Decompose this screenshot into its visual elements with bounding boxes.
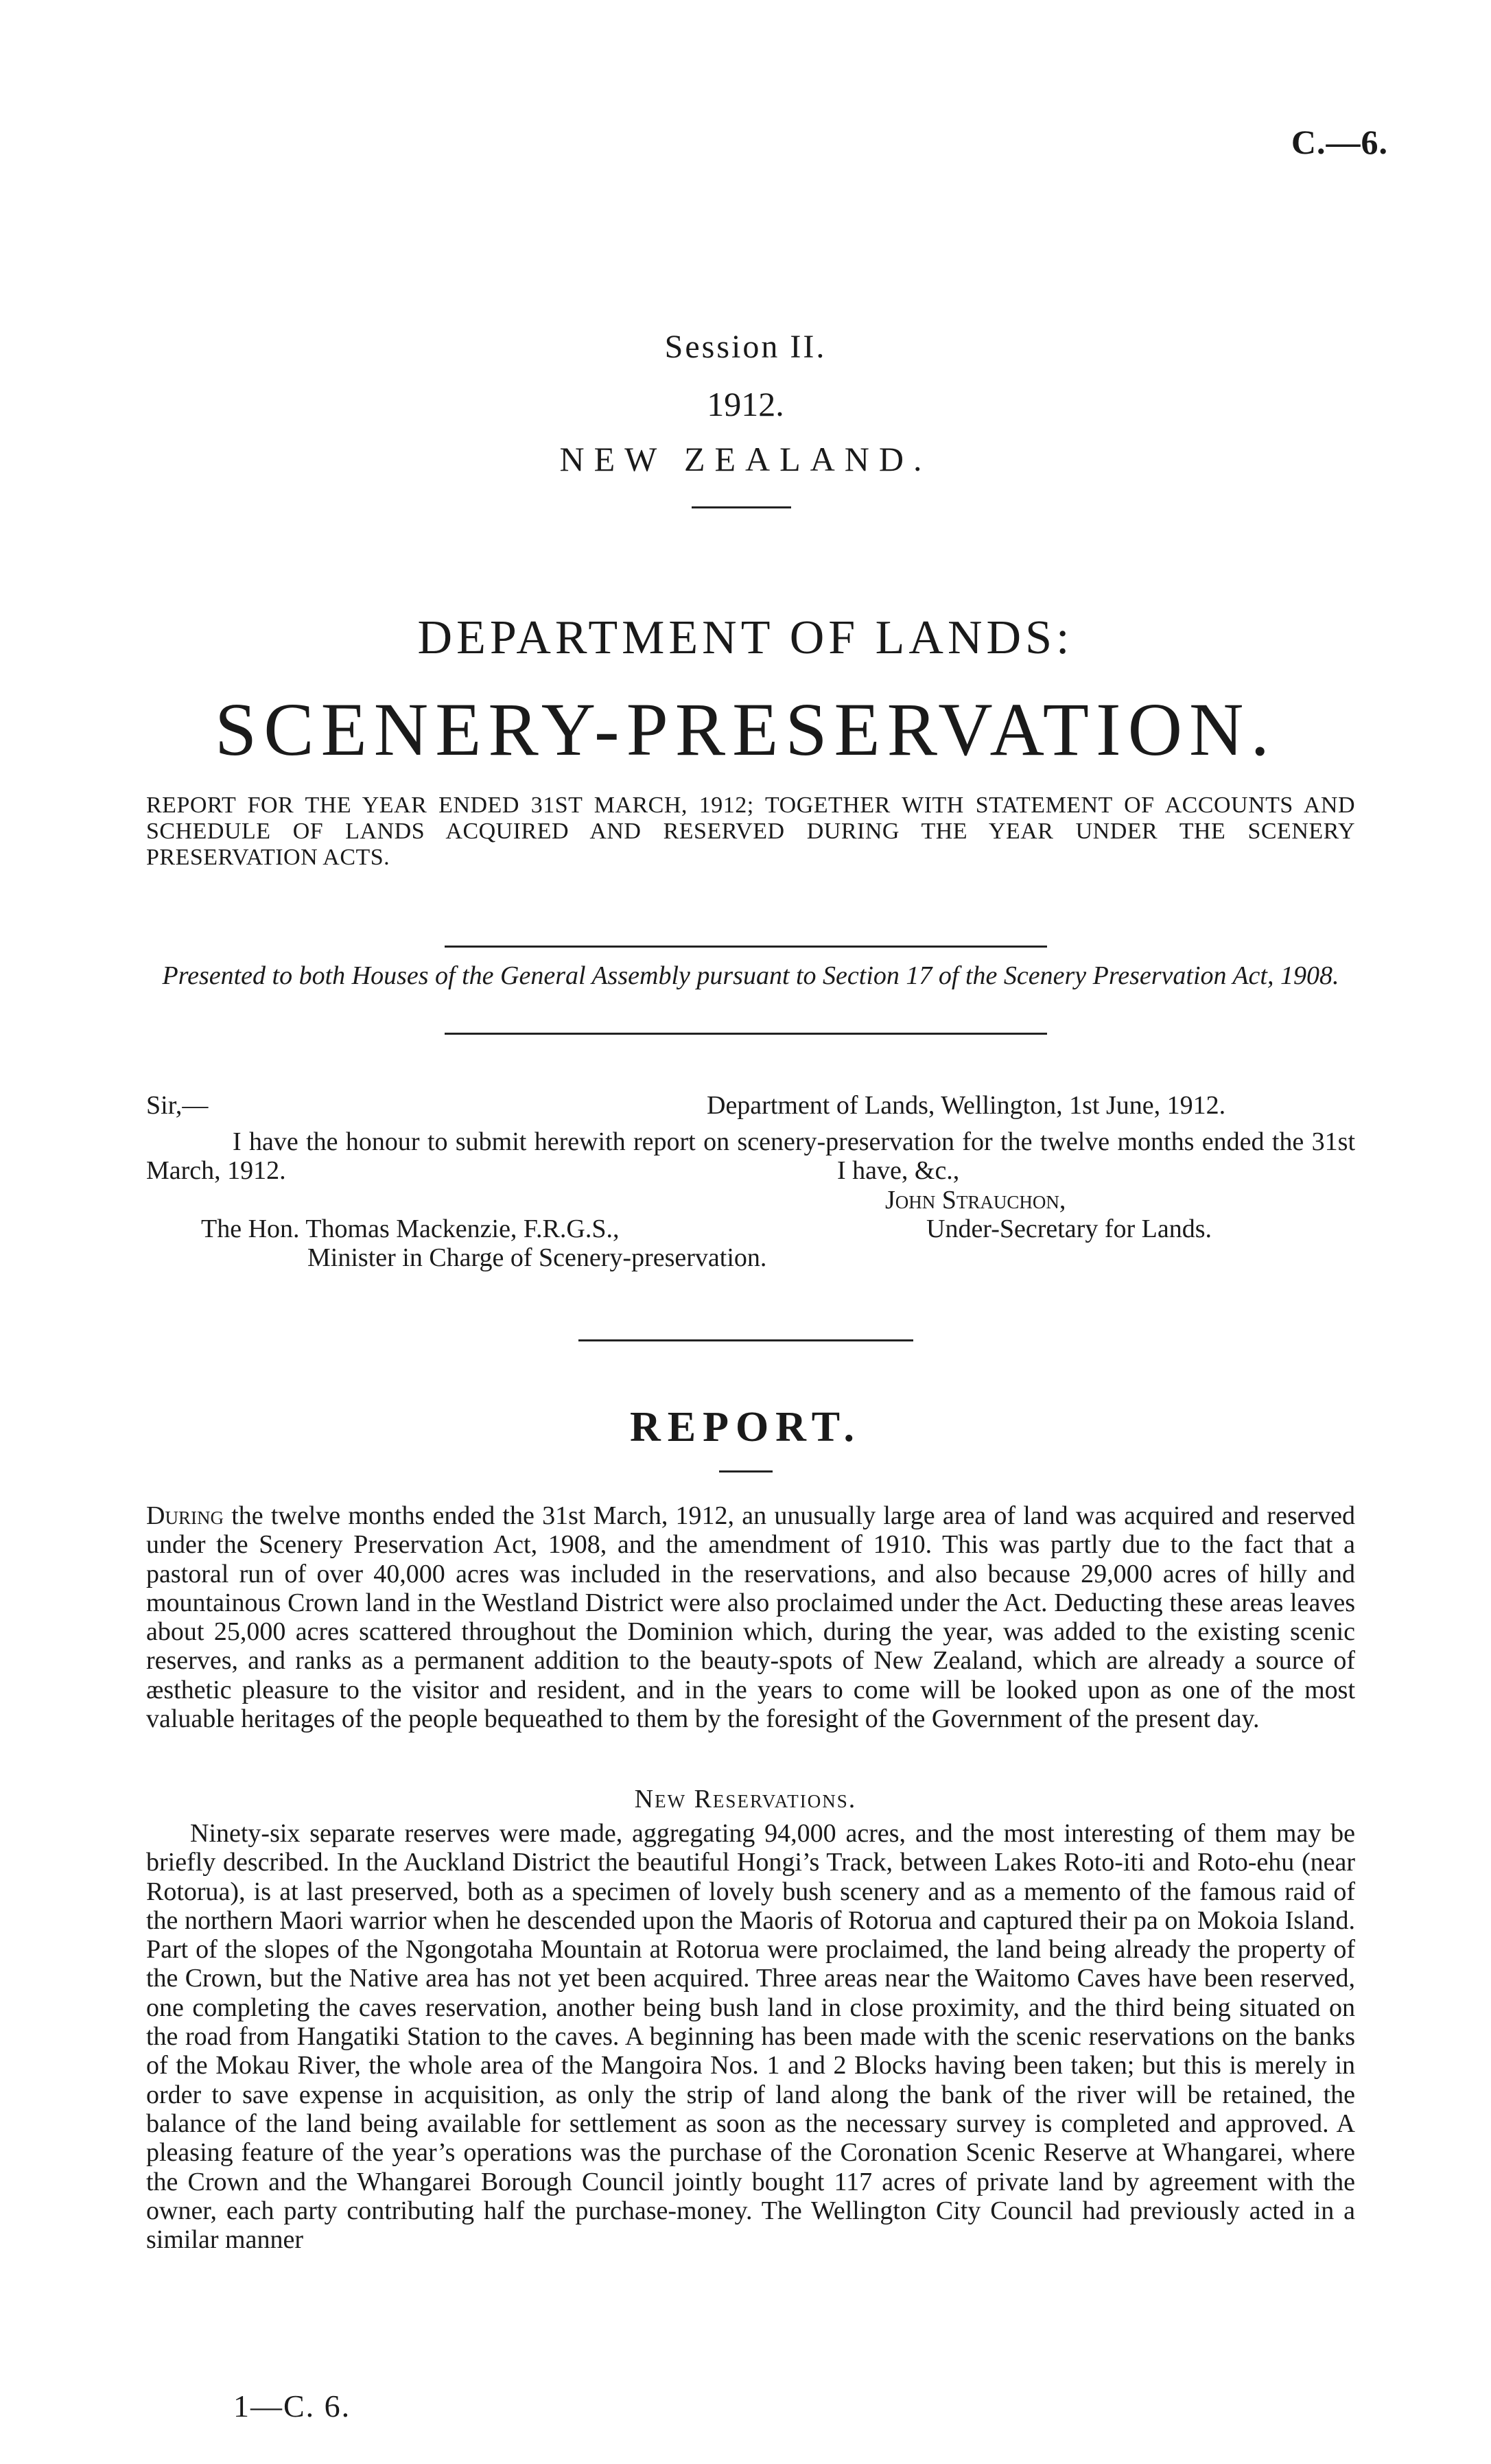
department-heading: DEPARTMENT OF LANDS: [417, 611, 1074, 664]
intro-text: the twelve months ended the 31st March, 1912, an unusually large area of land was acquired and reserved under the Scenery Preservation Act, 1908, and the amendment of 1910. This was partly due to the fact that a pastoral run of over 40,000 acres was included in the reservations, and also because 29,000 acres of hilly and mountainous Crown land in the Westland District were also proclaimed under the Act. Deducting these areas leaves about 25,000 acres scattered throughout the Dominion which, during the year, was added to the existing scenic reserves, and ranks as a permanent addition to the beauty-spots of New Zealand, which are already a source of æsthetic pleasure to the visitor and resident, and in the years to come will be looked upon as one of the most valuable heritages of the people bequeathed to them by the foresight of the Government of the present day. [146, 1501, 1355, 1734]
section-body-paragraph: Ninety-six separate reserves were made, aggregating 94,000 acres, and the most interesting of them may be briefly described. In the Auckland District the beautiful Hongi’s Track, between Lakes Roto-iti and Roto-ehu (near Rotorua), is at last preserved, both as a specimen of lovely bush scenery and as a memento of the famous raid of the northern Maori warrior when he descended upon the Maoris of Rotorua and captured their pa on Mokoia Island. Part of the slopes of the Ngongotaha Mountain at Rotorua were proclaimed, the land being already the property of the Crown, but the Native area has not yet been acquired. Three areas near the Waitomo Caves have been reserved, one completing the caves reservation, another being bush land in close proximity, and the third being situated on the road from Hangatiki Station to the caves. A beginning has been made with the scenic reservations on the banks of the Mokau River, the whole area of the Mangoira Nos. 1 and 2 Blocks having been taken; but this is merely in order to save expense in acquisition, as only the strip of land along the bank of the river will be retained, the balance of the land being available for settlement as soon as the necessary survey is completed and approved. A pleasing feature of the year’s operations was the purchase of the Coronation Scenic Reserve at Whangarei, where the Crown and the Whangarei Borough Council jointly bought 117 acres of private land by agreement with the owner, each party contributing half the purchase-money. The Wellington City Council had previously acted in a similar manner [146, 1819, 1355, 2255]
section-body [146, 1819, 1355, 2254]
report-heading: REPORT. [629, 1404, 862, 1451]
session-year: 1912. [707, 385, 784, 423]
country-heading: NEW ZEALAND. [559, 440, 932, 478]
letter-body-text: I have the honour to submit herewith report on scenery-preservation for the twelve months ended the 31st March, 1912. [146, 1127, 1355, 1185]
report-rule [719, 1470, 773, 1472]
document-code: C.—6. [1291, 123, 1388, 161]
letter-dateline: Department of Lands, Wellington, 1st June, 1912. [707, 1091, 1226, 1120]
report-intro-paragraph [146, 1501, 1355, 1733]
title-rule-top [445, 946, 1047, 948]
signer-title: Under-Secretary for Lands. [926, 1215, 1212, 1243]
presentation-note: Presented to both Houses of the General Assembly pursuant to Section 17 of the Scenery Preservation Act, 1908. [162, 961, 1339, 990]
letter-salutation: Sir,— [146, 1091, 209, 1120]
intro-lead-word: During [146, 1501, 224, 1530]
letter-signer: John Strauchon, [885, 1186, 1066, 1215]
report-intro [146, 1501, 1355, 1733]
section-rule [578, 1339, 913, 1341]
document-subtitle: REPORT FOR THE YEAR ENDED 31ST MARCH, 1912; TOGETHER WITH STATEMENT OF ACCOUNTS AND SCHEDULE OF LANDS ACQUIRED AND RESERVED DURING THE YEAR UNDER THE SCENERY PRESERVATION ACTS. [146, 793, 1355, 870]
header-rule [692, 506, 791, 508]
letter-addressee: The Hon. Thomas Mackenzie, F.R.G.S., [201, 1215, 620, 1243]
section-heading: New Reservations. [634, 1785, 857, 1814]
title-rule-bottom [445, 1033, 1047, 1035]
letter-body [146, 1127, 1355, 1185]
signature-mark: 1—C. 6. [233, 2389, 351, 2424]
letter-closing: I have, &c., [837, 1156, 960, 1185]
document-title: SCENERY-PRESERVATION. [215, 688, 1276, 771]
addressee-title: Minister in Charge of Scenery-preservation. [307, 1243, 767, 1272]
session-label: Session II. [664, 329, 827, 365]
